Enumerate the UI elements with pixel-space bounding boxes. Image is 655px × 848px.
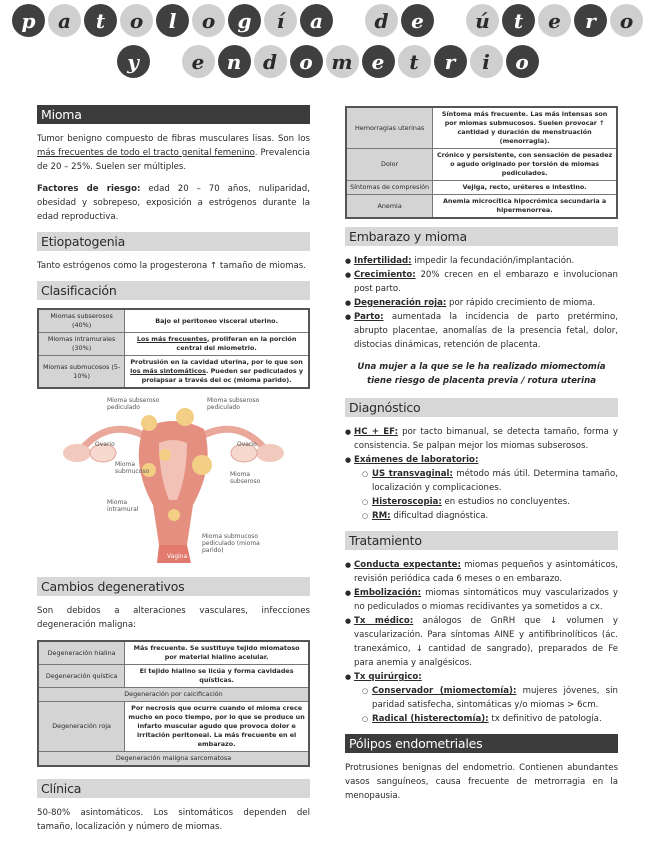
sintomas-table <box>345 106 618 219</box>
table-row: Anemia Anemia microcítica hipocrómica secundaria a hipermenorrea. <box>346 195 617 219</box>
title-letter: t <box>398 45 431 78</box>
list-item: ○ US transvaginal: método más útil. Determina tamaño, localización y complicaciones. <box>362 467 618 495</box>
myoma-prolapsed <box>168 509 180 521</box>
table-row: Degeneración quística El tejido hialino se licúa y forma cavidades quísticas. <box>38 665 309 688</box>
table-row: Miomas intramurales (30%) Los más frecuentes, proliferan en la porción central del miometrio. <box>38 333 309 356</box>
title-letter: g <box>228 4 261 37</box>
table-row: Degeneración por calcificación <box>38 688 309 702</box>
table-row: Dolor Crónico y persistente, con sensación de pesadez o agudo originado por torsión de miomas pediculados. <box>346 149 617 181</box>
polipos-text: Protrusiones benignas del endometrio. Contienen abundantes vasos sanguíneos, causa frecuente de metrorragia en la menopausia. <box>345 763 618 801</box>
list-item: ○ RM: dificultad diagnóstica. <box>362 509 618 523</box>
list-item: ○ Conservador (miomectomía): mujeres jóvenes, sin paridad satisfecha, sintomáticas y/o miomas > 6cm. <box>362 684 618 712</box>
table-row: Degeneración roja Por necrosis que ocurre cuando el mioma crece mucho en poco tiempo, por lo que se produce un infarto muscular agudo que provoca dolor e irritación peritoneal. La más frecuente en el embarazo. <box>38 702 309 752</box>
table-row: Degeneración maligna sarcomatosa <box>38 752 309 767</box>
title-line-2 <box>0 45 655 78</box>
list-item: ● Parto: aumentada la incidencia de parto pretérmino, abrupto placentae, anomalías de la presencia fetal, dolor, distocias dinámicas, retención de placenta. <box>345 310 618 352</box>
title-letter: d <box>365 4 398 37</box>
polipos-heading: Pólipos endometriales <box>345 734 618 753</box>
embarazo-heading: Embarazo y mioma <box>345 227 618 246</box>
clasificacion-heading: Clasificación <box>37 281 310 300</box>
title-letter: o <box>610 4 643 37</box>
list-item: ● Exámenes de laboratorio: ○ US transvaginal: método más útil. Determina tamaño, localización y complicaciones. ○ Histeroscopia: en estudios no concluyentes. ○ RM: dificultad diagnóstica. <box>345 453 618 523</box>
tratamiento-sublist <box>362 684 618 726</box>
title-letter: o <box>506 45 539 78</box>
myoma-subserosal <box>192 455 212 475</box>
etiopatogenia-text: Tanto estrógenos como la progesterona ↑ tamaño de miomas. <box>37 261 306 271</box>
table-row: Síntomas de compresión Vejiga, recto, uréteres e intestino. <box>346 181 617 195</box>
title-letter: í <box>264 4 297 37</box>
title-letter: ú <box>466 4 499 37</box>
list-item: ○ Histeroscopia: en estudios no concluyentes. <box>362 495 618 509</box>
title-letter: a <box>300 4 333 37</box>
title-space <box>336 4 362 37</box>
cambios-heading: Cambios degenerativos <box>37 577 310 596</box>
left-fimbria <box>63 444 91 462</box>
label-ovario-right: Ovario <box>237 441 257 448</box>
list-item: ● Conducta expectante: miomas pequeños y asintomáticos, revisión periódica cada 6 meses o en embarazo. <box>345 558 618 586</box>
list-item: ○ Radical (histerectomía): tx definitivo de patología. <box>362 712 618 726</box>
embarazo-note: Una mujer a la que se le ha realizado miomectomía tiene riesgo de placenta previa / rotura uterina <box>357 362 606 386</box>
table-row: Miomas submucosos (5-10%) Protrusión en la cavidad uterina, por lo que son los más sintomáticos. Pueden ser pediculados y prolapsar a través del oc (mioma parido). <box>38 356 309 389</box>
diagnostico-sublist <box>362 467 618 523</box>
clinica-heading: Clínica <box>37 779 310 798</box>
embarazo-list <box>345 254 618 352</box>
right-fimbria <box>256 444 284 462</box>
tratamiento-list <box>345 558 618 726</box>
list-item: ● Crecimiento: 20% crecen en el embarazo e involucionan post parto. <box>345 268 618 296</box>
list-item: ● Tx quirúrgico: ○ Conservador (miomectomía): mujeres jóvenes, sin paridad satisfecha, sintomáticas y/o miomas > 6cm. ○ Radical (histerectomía): tx definitivo de patología. <box>345 670 618 726</box>
diagnostico-list <box>345 425 618 523</box>
label-mioma-parido: Mioma submucoso pediculado (mioma parido) <box>202 533 260 554</box>
myoma-subserosal-pedunculated <box>141 415 157 431</box>
label-ovario-left: Ovario <box>95 441 115 448</box>
title-space <box>437 4 463 37</box>
title-letter: y <box>117 45 150 78</box>
label-subseroso-ped-2: Mioma subseroso pediculado <box>207 397 260 411</box>
list-item: ● HC + EF: por tacto bimanual, se detecta tamaño, forma y consistencia. Se palpan mejor los miomas subserosos. <box>345 425 618 453</box>
title-letter: p <box>12 4 45 37</box>
left-column <box>37 105 310 842</box>
title-space <box>153 45 179 78</box>
title-letter: i <box>470 45 503 78</box>
list-item: ● Tx médico: análogos de GnRH que ↓ volumen y vascularización. Para síntomas AINE y antifibrinolíticos (ác. tranexámico, ↓ cantidad de sangrado), preparados de Fe para anemia y analgésicos. <box>345 614 618 670</box>
mioma-heading: Mioma <box>37 105 310 124</box>
etiopatogenia-heading: Etiopatogenia <box>37 232 310 251</box>
myoma-submucosal <box>159 449 171 461</box>
title-letter: o <box>192 4 225 37</box>
list-item: ● Embolización: miomas sintomáticos muy vascularizados y no pediculados o miomas recidivantes ya sometidos a cx. <box>345 586 618 614</box>
cambios-intro: Son debidos a alteraciones vasculares, infecciones degeneración maligna: <box>37 606 310 630</box>
diagnostico-heading: Diagnóstico <box>345 398 618 417</box>
label-subseroso: Mioma subseroso <box>230 471 261 485</box>
title-letter: r <box>574 4 607 37</box>
title-letter: e <box>182 45 215 78</box>
right-column <box>345 106 618 811</box>
clasificacion-table <box>37 308 310 389</box>
title-letter: e <box>538 4 571 37</box>
title-letter: e <box>401 4 434 37</box>
title-letter: n <box>218 45 251 78</box>
cambios-table <box>37 640 310 767</box>
title-letter: o <box>120 4 153 37</box>
title-letter: o <box>290 45 323 78</box>
label-subseroso-ped: Mioma subseroso pediculado <box>107 397 160 411</box>
list-item: ● Degeneración roja: por rápido crecimiento de mioma. <box>345 296 618 310</box>
tratamiento-heading: Tratamiento <box>345 531 618 550</box>
myoma-subserosal-pedunculated-2 <box>176 408 194 426</box>
title-letter: r <box>434 45 467 78</box>
label-vagina: Vagina <box>167 553 188 560</box>
list-item: ● Infertilidad: impedir la fecundación/implantación. <box>345 254 618 268</box>
label-intramural: Mioma intramural <box>107 499 139 513</box>
table-row: Degeneración hialina Más frecuente. Se sustituye tejido miomatoso por material hialino acelular. <box>38 641 309 665</box>
mioma-risk: Factores de riesgo: edad 20 – 70 años, nuliparidad, obesidad y sobrepeso, exposición a estrógenos durante la edad reproductiva. <box>37 184 310 222</box>
label-submucoso: Mioma submucoso <box>115 461 150 475</box>
title-letter: l <box>156 4 189 37</box>
clinica-text: 50-80% asintomáticos. Los sintomáticos dependen del tamaño, localización y número de miomas. <box>37 808 310 832</box>
title-letter: d <box>254 45 287 78</box>
mioma-intro: Tumor benigno compuesto de fibras musculares lisas. Son los más frecuentes de todo el tracto genital femenino. Prevalencia de 20 – 25%. Suelen ser múltiples. <box>37 134 311 172</box>
title-letter: a <box>48 4 81 37</box>
title-letter: e <box>362 45 395 78</box>
title-letter: t <box>84 4 117 37</box>
title-letter: m <box>326 45 359 78</box>
table-row: Miomas subserosos (40%) Bajo el peritoneo visceral uterino. <box>38 309 309 333</box>
title-letter: t <box>502 4 535 37</box>
table-row: Hemorragias uterinas Síntoma más frecuente. Las más intensas son por miomas submucosos. Suelen provocar ↑ cantidad y duración de menstruación (menorragia). <box>346 107 617 149</box>
uterus-illustration <box>37 395 310 565</box>
title-line-1 <box>0 4 655 37</box>
